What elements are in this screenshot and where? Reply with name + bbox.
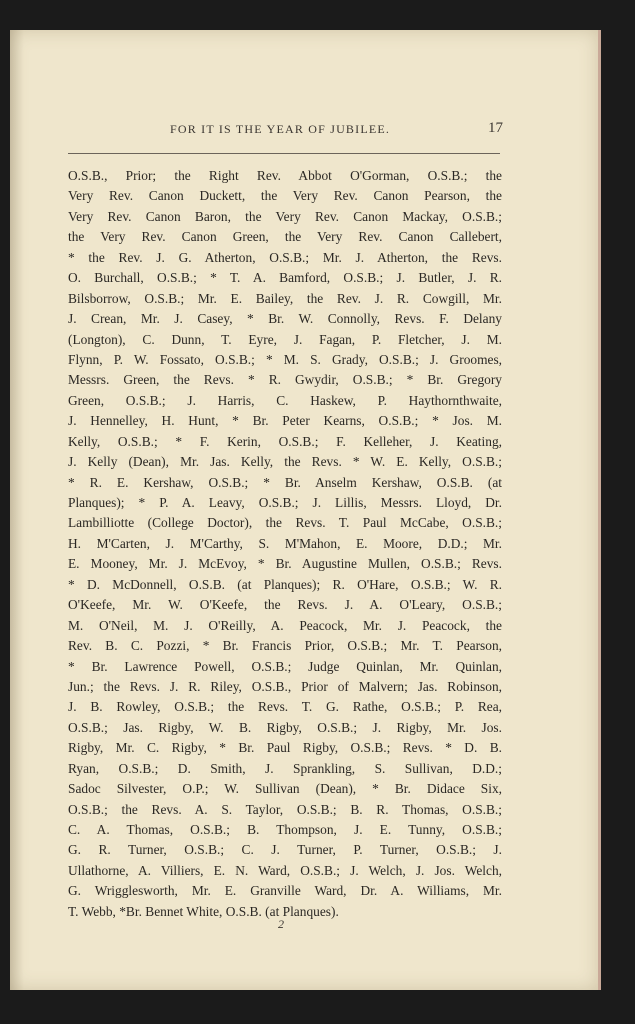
text-line: H. M'Carten, J. M'Carthy, S. M'Mahon, E. Moore, D.D.; Mr.: [68, 535, 502, 551]
text-line: G. Wrigglesworth, Mr. E. Granville Ward, Dr. A. Williams, Mr.: [68, 883, 502, 899]
signature-mark: 2: [278, 917, 284, 931]
text-line: J. Crean, Mr. J. Casey, * Br. W. Connolly, Revs. F. Delany: [68, 311, 502, 327]
body-text: [68, 166, 502, 922]
text-line: Ryan, O.S.B.; D. Smith, J. Sprankling, S. Sullivan, D.D.;: [68, 760, 502, 776]
text-line: Flynn, P. W. Fossato, O.S.B.; * M. S. Grady, O.S.B.; J. Groomes,: [68, 351, 502, 367]
header-rule: [68, 153, 500, 154]
text-line: Green, O.S.B.; J. Harris, C. Haskew, P. Haythornthwaite,: [68, 392, 502, 408]
text-line: J. B. Rowley, O.S.B.; the Revs. T. G. Rathe, O.S.B.; P. Rea,: [68, 699, 502, 715]
text-line: E. Mooney, Mr. J. McEvoy, * Br. Augustine Mullen, O.S.B.; Revs.: [68, 556, 502, 572]
text-line: Rev. B. C. Pozzi, * Br. Francis Prior, O.S.B.; Mr. T. Pearson,: [68, 638, 502, 654]
text-line: O.S.B.; Jas. Rigby, W. B. Rigby, O.S.B.; J. Rigby, Mr. Jos.: [68, 719, 502, 735]
running-title: FOR IT IS THE YEAR OF JUBILEE.: [170, 122, 391, 136]
text-line: Sadoc Silvester, O.P.; W. Sullivan (Dean), * Br. Didace Six,: [68, 781, 502, 797]
text-line: Very Rev. Canon Baron, the Very Rev. Canon Mackay, O.S.B.;: [68, 208, 502, 224]
text-line: O. Burchall, O.S.B.; * T. A. Bamford, O.S.B.; J. Butler, J. R.: [68, 270, 502, 286]
gutter-shadow: [10, 30, 24, 990]
text-line: O'Keefe, Mr. W. O'Keefe, the Revs. J. A. O'Leary, O.S.B.;: [68, 597, 502, 613]
text-line: M. O'Neil, M. J. O'Reilly, A. Peacock, Mr. J. Peacock, the: [68, 617, 502, 633]
page-number: 17: [488, 120, 503, 136]
text-line: Messrs. Green, the Revs. * R. Gwydir, O.S.B.; * Br. Gregory: [68, 372, 502, 388]
text-line: J. Hennelley, H. Hunt, * Br. Peter Kearns, O.S.B.; * Jos. M.: [68, 413, 502, 429]
text-line: (Longton), C. Dunn, T. Eyre, J. Fagan, P. Fletcher, J. M.: [68, 331, 502, 347]
text-line: * the Rev. J. G. Atherton, O.S.B.; Mr. J. Atherton, the Revs.: [68, 249, 502, 265]
text-line: O.S.B.; the Revs. A. S. Taylor, O.S.B.; B. R. Thomas, O.S.B.;: [68, 801, 502, 817]
text-line: Kelly, O.S.B.; * F. Kerin, O.S.B.; F. Kelleher, J. Keating,: [68, 433, 502, 449]
text-line: Bilsborrow, O.S.B.; Mr. E. Bailey, the Rev. J. R. Cowgill, Mr.: [68, 290, 502, 306]
text-line: Jun.; the Revs. J. R. Riley, O.S.B., Prior of Malvern; Jas. Robinson,: [68, 678, 502, 694]
text-line: Ullathorne, A. Villiers, E. N. Ward, O.S.B.; J. Welch, J. Jos. Welch,: [68, 862, 502, 878]
text-line: Lambilliotte (College Doctor), the Revs. T. Paul McCabe, O.S.B.;: [68, 515, 502, 531]
book-page: [10, 30, 601, 990]
text-line: Very Rev. Canon Duckett, the Very Rev. Canon Pearson, the: [68, 188, 502, 204]
text-line: * D. McDonnell, O.S.B. (at Planques); R. O'Hare, O.S.B.; W. R.: [68, 576, 502, 592]
text-line: * Br. Lawrence Powell, O.S.B.; Judge Quinlan, Mr. Quinlan,: [68, 658, 502, 674]
page-header: [10, 122, 598, 142]
text-line: T. Webb, *Br. Bennet White, O.S.B. (at Planques).: [68, 903, 339, 919]
text-line: Rigby, Mr. C. Rigby, * Br. Paul Rigby, O.S.B.; Revs. * D. B.: [68, 740, 502, 756]
text-line: the Very Rev. Canon Green, the Very Rev. Canon Callebert,: [68, 229, 502, 245]
text-line: * R. E. Kershaw, O.S.B.; * Br. Anselm Kershaw, O.S.B. (at: [68, 474, 502, 490]
text-line: Planques); * P. A. Leavy, O.S.B.; J. Lillis, Messrs. Lloyd, Dr.: [68, 495, 502, 510]
text-line: G. R. Turner, O.S.B.; C. J. Turner, P. Turner, O.S.B.; J.: [68, 842, 502, 858]
text-line: C. A. Thomas, O.S.B.; B. Thompson, J. E. Tunny, O.S.B.;: [68, 822, 502, 837]
text-line: O.S.B., Prior; the Right Rev. Abbot O'Gorman, O.S.B.; the: [68, 168, 502, 183]
text-line: J. Kelly (Dean), Mr. Jas. Kelly, the Revs. * W. E. Kelly, O.S.B.;: [68, 454, 502, 470]
